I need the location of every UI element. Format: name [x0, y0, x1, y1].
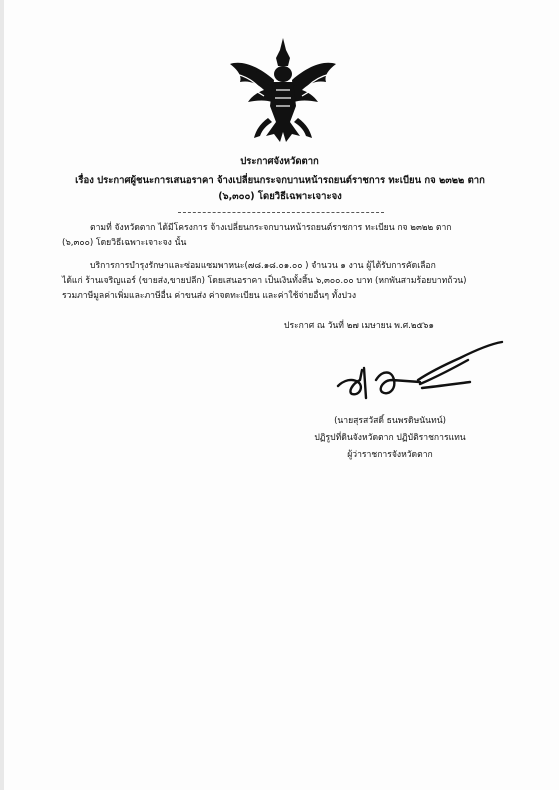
subject [40, 173, 520, 205]
divider [178, 212, 384, 213]
subject-line-2: (๖,๓๐๐) โดยวิธีเฉพาะเจาะจง [218, 191, 342, 202]
agency-title: ประกาศจังหวัดตาก [240, 156, 319, 167]
garuda-emblem-icon [228, 36, 338, 146]
paragraph-2-line-3: รวมภาษีมูลค่าเพิ่มและภาษีอื่น ค่าขนส่ง ค่าจดทะเบียน และค่าใช้จ่ายอื่นๆ ทั้งปวง [62, 291, 357, 301]
handwritten-signature [330, 340, 530, 410]
paragraph-2-line-2: ได้แก่ ร้านเจริญแอร์ (ขายส่ง,ขายปลีก) โดยเสนอราคา เป็นเงินทั้งสิ้น ๖,๓๐๐.๐๐ บาท (หกพันสามร้อยบาทถ้วน) [62, 276, 467, 286]
signatory-position-1: ปฏิรูปที่ดินจังหวัดตาก ปฏิบัติราชการแทน [314, 433, 466, 443]
paragraph-2-line-1: บริการการบำรุงรักษาและซ่อมแซมพาหนะ(๗๘.๑๘.๐๑.๐๐ ) จำนวน ๑ งาน ผู้ได้รับการคัดเลือก [90, 261, 436, 271]
paragraph-1-line-1: ตามที่ จังหวัดตาก ได้มีโครงการ จ้างเปลี่ยนกระจกบานหน้ารถยนต์ราชการ ทะเบียน กจ ๒๓๒๒ ตาก [90, 223, 452, 233]
paragraph-2 [62, 259, 502, 304]
subject-line-1: เรื่อง ประกาศผู้ชนะการเสนอราคา จ้างเปลี่ยนกระจกบานหน้ารถยนต์ราชการ ทะเบียน กจ ๒๓๒๒ ตาก [75, 175, 485, 186]
paragraph-1 [62, 221, 502, 251]
paragraph-1-line-2: (๖,๓๐๐) โดยวิธีเฉพาะเจาะจง นั้น [62, 238, 187, 248]
signature-block [290, 413, 490, 464]
announcement-date: ประกาศ ณ วันที่ ๒๗ เมษายน พ.ศ.๒๕๖๑ [284, 321, 434, 331]
scan-edge [0, 0, 4, 790]
signatory-name: (นายสุรสวัสดิ์ ธนพรดิษนันทน์) [334, 416, 446, 426]
signatory-position-2: ผู้ว่าราชการจังหวัดตาก [347, 450, 433, 460]
